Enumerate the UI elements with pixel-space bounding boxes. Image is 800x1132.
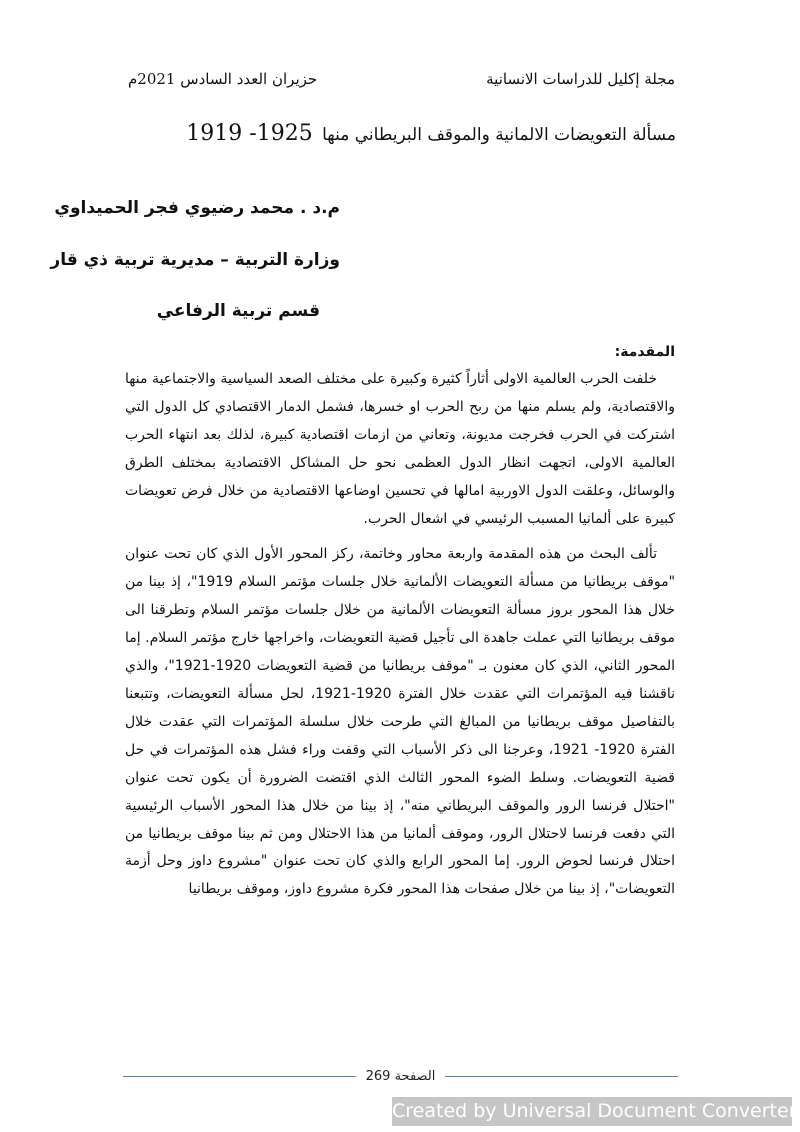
body-text bbox=[125, 366, 675, 904]
issue-info: حزيران العدد السادس 2021م bbox=[128, 70, 318, 88]
article-title-years: 1919 -1925 bbox=[186, 121, 313, 146]
author-affiliation: وزارة التربية – مديرية تربية ذي قار bbox=[50, 250, 340, 270]
paragraph: تألف البحث من هذه المقدمة واربعة محاور وخاتمة، ركز المحور الأول الذي كان تحت عنوان "موقف بريطانيا من مسألة التعويضات الألمانية خلال جلسات مؤتمر السلام 1919"، إذ بينا من خلال هذا المحور بروز مسألة التعويضات الألمانية من خلال جلسات مؤتمر السلام وتطرقنا الى موقف بريطانيا التي عملت جاهدة الى تأجيل قضية التعويضات، واخراجها خارج مؤتمر السلام. إما المحور الثاني، الذي كان معنون بـ "موقف بريطانيا من قضية التعويضات 1920-1921"، والذي ناقشنا فيه المؤتمرات التي عقدت خلال الفترة 1920-1921، لحل مسألة التعويضات، وتتبعنا بالتفاصيل موقف بريطانيا من المبالغ التي طرحت خلال سلسلة المؤتمرات التي عقدت خلال الفترة 1920- 1921، وعرجنا الى ذكر الأسباب التي وقفت وراء فشل هذه المؤتمرات في حل قضية التعويضات. وسلط الضوء المحور الثالث الذي اقتضت الضرورة أن يكون تحت عنوان "احتلال فرنسا الرور والموقف البريطاني منه"، إذ بينا من خلال هذا المحور الأسباب الرئيسية التي دفعت فرنسا لاحتلال الرور، وموقف ألمانيا من هذا الاحتلال ومن ثم بينا موقف بريطانيا من احتلال فرنسا لحوض الرور. إما المحور الرابع والذي كان تحت عنوان "مشروع داوز وحل أزمة التعويضات"، إذ بينا من خلال صفحات هذا المحور فكرة مشروع داوز، وموقف بريطانيا bbox=[125, 546, 676, 898]
converter-watermark: Created by Universal Document Converter bbox=[392, 1097, 792, 1126]
paragraph: خلفت الحرب العالمية الاولى أثاراً كثيرة وكبيرة على مختلف الصعد السياسية والاجتماعية منها والاقتصادية، ولم يسلم منها من ربح الحرب او خسرها، فشمل الدمار الاقتصادي كل الدول التي اشتركت في الحرب فخرجت مديونة، وتعاني من ازمات اقتصادية كبيرة، لذلك بعد انتهاء الحرب العالمية الاولى، اتجهت انظار الدول العظمى نحو حل المشاكل الاقتصادية بمختلف الطرق والوسائل، وعلقت الدول الاوربية امالها في تحسين اوضاعها الاقتصادية من خلال فرض تعويضات كبيرة على ألمانيا المسبب الرئيسي في اشعال الحرب. bbox=[125, 371, 675, 527]
footer-rule-left bbox=[123, 1076, 356, 1077]
section-heading: المقدمة: bbox=[614, 344, 675, 360]
article-title-text: مسألة التعويضات الالمانية والموقف البريطاني منها bbox=[322, 125, 676, 145]
page-footer bbox=[123, 1066, 678, 1086]
page-number: الصفحة 269 bbox=[365, 1068, 436, 1084]
journal-name: مجلة إكليل للدراسات الانسانية bbox=[486, 70, 675, 88]
author-department: قسم تربية الرفاعي bbox=[156, 301, 320, 321]
author-name: م.د . محمد رضيوي فجر الحميداوي bbox=[54, 198, 340, 218]
footer-rule-right bbox=[445, 1076, 678, 1077]
article-title bbox=[116, 121, 676, 146]
